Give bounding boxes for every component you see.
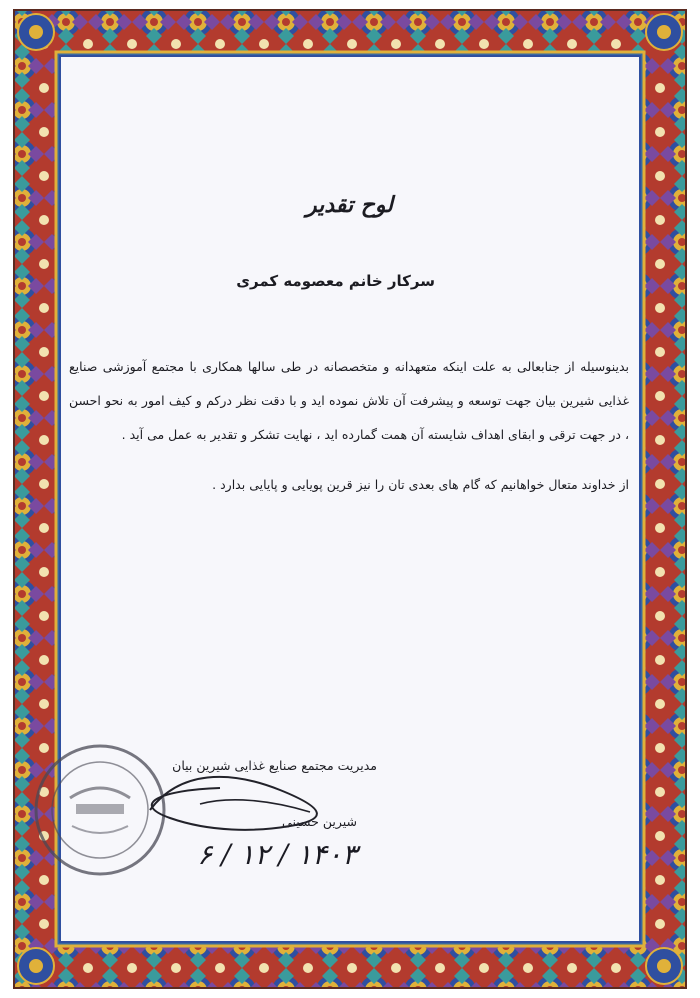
handwritten-signature	[140, 760, 330, 840]
certificate-title: لوح تقدیر	[306, 192, 393, 218]
body-paragraph: از خداوند متعال خواهانیم که گام های بعدی تان را نیز قرین پویایی و پایایی بدارد .	[212, 477, 629, 492]
body-paragraph: بدینوسیله از جنابعالی به علت اینکه متعهدانه و متخصصانه در طی سالها همکاری با مجتمع آموزشی صنایع غذایی شیرین بیان جهت توسعه و پیشرفت آن تلاش نموده اید و با دقت نظر درکم و کیف امور به نحو احسن ، در جهت ترقی و ابقای اهداف شایسته آن همت گمارده اید ، نهایت تشکر و تقدیر به عمل می آید .	[69, 359, 629, 442]
signatory-department: مدیریت مجتمع صنایع غذایی شیرین بیان	[172, 758, 377, 773]
handwritten-date: ۶ / ۱۲ / ۱۴۰۳	[197, 838, 357, 871]
recipient-name: سرکار خانم معصومه کمری	[236, 272, 435, 290]
certificate-body	[69, 350, 629, 502]
signatory-name: شیرین حسینی	[282, 814, 357, 829]
